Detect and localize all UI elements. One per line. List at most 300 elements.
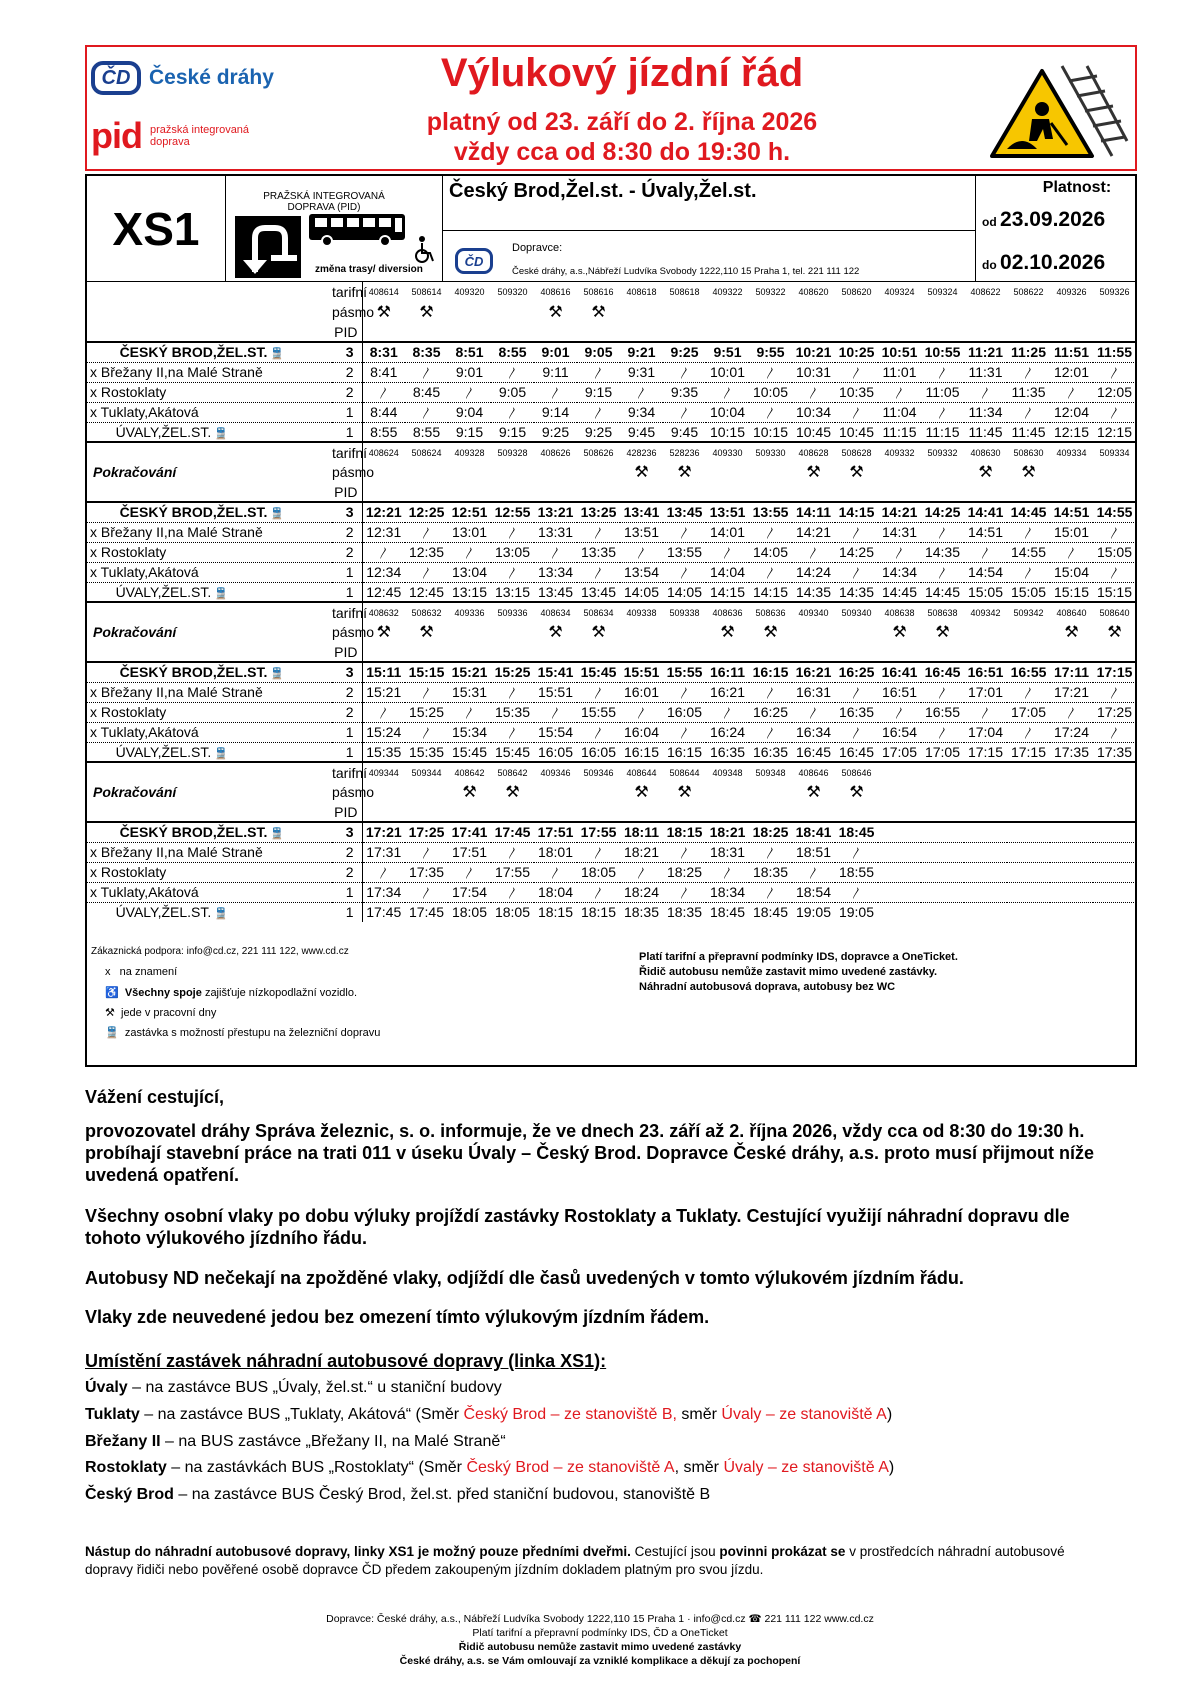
- block-label: [87, 642, 332, 662]
- empty-cell: [663, 642, 706, 662]
- workday-icon: ⚒: [892, 624, 907, 641]
- empty-cell: [448, 482, 491, 502]
- trip-number: 508618: [669, 287, 700, 297]
- stop-name: [87, 682, 332, 702]
- header-row: [87, 802, 1136, 822]
- departure-time: 15:35: [408, 743, 445, 760]
- departure-time: 12:21: [362, 502, 405, 522]
- departure-time: 13:54: [620, 562, 663, 582]
- empty-cell: [663, 482, 706, 502]
- cd-logo: [91, 61, 274, 95]
- departure-time: 17:51: [534, 822, 577, 842]
- trip-number: 508628: [835, 442, 878, 462]
- workday-icon: ⚒: [419, 304, 434, 321]
- pass-mark: 〳: [405, 842, 448, 862]
- block-label: [87, 442, 332, 462]
- workday-icon: ⚒: [376, 624, 391, 641]
- departure-time: 9:15: [577, 382, 620, 402]
- stop-name: [87, 722, 332, 742]
- workday-icon: [448, 622, 491, 642]
- departure-time: 13:15: [494, 583, 531, 600]
- empty-cell: [792, 482, 835, 502]
- departure-time: 10:21: [792, 342, 835, 362]
- empty-cell: [706, 642, 749, 662]
- empty-cell: [921, 482, 964, 502]
- trip-number: [878, 762, 921, 782]
- stop-uvaly: [85, 1379, 1115, 1397]
- trip-number: [1007, 762, 1050, 782]
- tariff-zone: 2: [332, 682, 362, 702]
- train-icon: 🚆: [267, 348, 285, 361]
- pass-mark: 〳: [663, 682, 706, 702]
- empty-cell: [1050, 322, 1093, 342]
- trip-number: 509342: [1007, 602, 1050, 622]
- departure-time: 13:15: [451, 583, 488, 600]
- pass-mark: 〳: [835, 402, 878, 422]
- departure-time: 13:55: [663, 542, 706, 562]
- header-row: [87, 302, 1136, 322]
- departure-time: 18:41: [792, 822, 835, 842]
- block-label: [87, 482, 332, 502]
- pass-mark: 〳: [577, 842, 620, 862]
- empty-cell: [577, 802, 620, 822]
- departure-time: 17:31: [362, 842, 405, 862]
- pass-mark: 〳: [835, 682, 878, 702]
- stop-name: [87, 842, 332, 862]
- departure-time: 10:45: [795, 423, 832, 440]
- departure-time: 15:51: [620, 662, 663, 682]
- block-label: [87, 802, 332, 822]
- departure-time: 15:21: [362, 682, 405, 702]
- departure-time: 10:31: [792, 362, 835, 382]
- valid-from-date: 23.09.2026: [1000, 208, 1106, 231]
- trip-number: 409346: [534, 762, 577, 782]
- stop-label: Rostoklaty: [100, 704, 167, 720]
- note-text: v prostředcích náhradní autobusové dopravy řidiči nebo pověřené osobě dopravce ČD předem zakoupeným jízdním dokladem platným pro svou jízdu.: [85, 1544, 1065, 1577]
- departure-time: [878, 822, 921, 842]
- departure-time: 14:25: [835, 542, 878, 562]
- pass-mark: 〳: [448, 382, 491, 402]
- departure-time: 15:15: [405, 662, 448, 682]
- departure-time: 15:15: [1053, 583, 1090, 600]
- wheelchair-small-icon: ♿: [105, 987, 119, 999]
- departure-time: 9:25: [663, 342, 706, 362]
- departure-time: 14:05: [623, 583, 660, 600]
- departure-time: 16:34: [792, 722, 835, 742]
- empty-cell: [835, 642, 878, 662]
- empty-cell: [749, 802, 792, 822]
- pass-mark: 〳: [921, 682, 964, 702]
- trip-number: 408628: [792, 442, 835, 462]
- departure-time: 17:21: [362, 822, 405, 842]
- departure-time: 14:15: [835, 502, 878, 522]
- pass-mark: 〳: [577, 882, 620, 902]
- legend-request-stop: [105, 966, 177, 978]
- tariff-zone: 2: [332, 702, 362, 722]
- empty-cell: [1050, 802, 1093, 822]
- departure-time: 8:45: [405, 382, 448, 402]
- stop-label: Břežany II,na Malé Straně: [100, 684, 263, 700]
- pass-mark: 〳: [405, 682, 448, 702]
- departure-time: 15:35: [366, 743, 402, 760]
- request-stop-mark: x: [90, 404, 97, 420]
- departure-time: 15:45: [494, 743, 531, 760]
- departure-time: 18:15: [663, 822, 706, 842]
- pass-mark: 〳: [491, 522, 534, 542]
- empty-cell: [706, 482, 749, 502]
- trip-number: 408632: [362, 602, 405, 622]
- workday-icon: [749, 302, 792, 322]
- departure-time: [1093, 882, 1136, 902]
- legend-x-text: na znamení: [119, 966, 178, 978]
- pass-mark: 〳: [792, 382, 835, 402]
- tariff-zone: 3: [332, 502, 362, 522]
- workday-icon: ⚒: [591, 304, 606, 321]
- departure-time: [921, 862, 964, 882]
- page-title: Výlukový jízdní řád: [440, 51, 804, 95]
- tariff-zone: 3: [332, 342, 362, 362]
- request-stop-mark: x: [90, 684, 97, 700]
- pass-mark: 〳: [749, 722, 792, 742]
- workday-icon: [620, 302, 663, 322]
- stop-name: [87, 342, 332, 362]
- trip-number: 508638: [921, 602, 964, 622]
- direction-red: Český Brod – ze stanoviště A: [466, 1459, 675, 1476]
- pass-mark: 〳: [405, 562, 448, 582]
- stop-name: Úvaly: [85, 1379, 128, 1396]
- departure-time: 8:41: [362, 362, 405, 382]
- departure-time: 9:31: [620, 362, 663, 382]
- departure-time: 17:05: [1007, 702, 1050, 722]
- stop-row: [87, 522, 1136, 542]
- train-icon: 🚆: [211, 908, 229, 921]
- stop-label: ČESKÝ BROD,ŽEL.ST.: [119, 344, 268, 361]
- header-row: [87, 762, 1136, 782]
- tariff-zone: 2: [332, 522, 362, 542]
- direction-red: Český Brod – ze stanoviště B,: [463, 1406, 677, 1423]
- block-label: [87, 282, 332, 302]
- workday-icon: [1093, 782, 1136, 802]
- trip-number: 509348: [749, 762, 792, 782]
- departure-time: 8:44: [362, 402, 405, 422]
- departure-time: 14:21: [792, 522, 835, 542]
- departure-time: 14:35: [838, 583, 875, 600]
- valid-from-prefix: od: [982, 215, 997, 229]
- departure-time: 10:01: [706, 362, 749, 382]
- empty-cell: [792, 642, 835, 662]
- trip-number: 428236: [620, 442, 663, 462]
- stop-name: [87, 402, 332, 422]
- departure-time: 11:21: [964, 342, 1007, 362]
- workday-icon: [491, 462, 534, 482]
- trip-number: 408616: [540, 287, 571, 297]
- pass-mark: 〳: [405, 402, 448, 422]
- pass-mark: 〳: [405, 882, 448, 902]
- pass-mark: 〳: [878, 702, 921, 722]
- empty-cell: [362, 642, 405, 662]
- legend-right-1: Platí tarifní a přepravní podmínky IDS, dopravce a OneTicket.: [639, 951, 958, 963]
- workday-icon: [577, 462, 620, 482]
- departure-time: 9:45: [670, 423, 699, 440]
- departure-time: 15:05: [1093, 542, 1136, 562]
- direction-red: Úvaly – ze stanoviště A: [721, 1406, 887, 1423]
- pass-mark: 〳: [835, 842, 878, 862]
- pass-mark: 〳: [405, 722, 448, 742]
- departure-time: 14:05: [666, 583, 703, 600]
- legend-wc-bold: Všechny spoje: [124, 987, 202, 999]
- departure-time: 11:51: [1050, 342, 1093, 362]
- stop-label: ÚVALY,ŽEL.ST.: [115, 743, 212, 760]
- departure-time: 18:55: [835, 862, 878, 882]
- header-row: [87, 322, 1136, 342]
- departure-time: 8:51: [448, 342, 491, 362]
- stop-cesky-brod: [85, 1486, 1115, 1504]
- empty-cell: [577, 482, 620, 502]
- workday-icon: [749, 462, 792, 482]
- departure-time: 11:55: [1093, 342, 1136, 362]
- departure-time: 13:45: [663, 502, 706, 522]
- stop-name: Břežany II: [85, 1433, 161, 1450]
- trip-number: 409322: [712, 287, 743, 297]
- stop-name: [87, 882, 332, 902]
- header-row: [87, 482, 1136, 502]
- departure-time: 18:21: [620, 842, 663, 862]
- pass-mark: 〳: [577, 682, 620, 702]
- departure-time: 19:05: [795, 904, 832, 921]
- trip-number: 409338: [620, 602, 663, 622]
- header-row: [87, 442, 1136, 462]
- departure-time: [878, 842, 921, 862]
- departure-time: 18:24: [620, 882, 663, 902]
- departure-time: [1007, 902, 1050, 922]
- departure-time: 16:54: [878, 722, 921, 742]
- workday-icon: [749, 782, 792, 802]
- departure-time: 9:35: [663, 382, 706, 402]
- trip-number: 408614: [368, 287, 399, 297]
- departure-time: 17:15: [1093, 662, 1136, 682]
- pass-mark: 〳: [964, 702, 1007, 722]
- departure-time: 14:51: [1050, 502, 1093, 522]
- pass-mark: 〳: [792, 862, 835, 882]
- pass-mark: 〳: [835, 362, 878, 382]
- stop-row: [87, 542, 1136, 562]
- departure-time: 15:55: [663, 662, 706, 682]
- workday-icon: ⚒: [806, 464, 821, 481]
- trip-number: 509340: [835, 602, 878, 622]
- departure-time: [921, 902, 964, 922]
- pass-mark: 〳: [1050, 382, 1093, 402]
- stop-name: [87, 662, 332, 682]
- pass-mark: 〳: [577, 562, 620, 582]
- departure-time: 18:35: [623, 904, 660, 921]
- pass-mark: 〳: [448, 542, 491, 562]
- pass-mark: 〳: [835, 722, 878, 742]
- trip-number: 508634: [577, 602, 620, 622]
- train-icon: 🚆: [211, 747, 229, 760]
- empty-cell: [835, 802, 878, 822]
- trip-number: 508642: [491, 762, 534, 782]
- hammers-icon: ⚒: [105, 1007, 115, 1019]
- departure-time: 18:15: [580, 904, 617, 921]
- tariff-zone: 2: [332, 842, 362, 862]
- empty-cell: [964, 482, 1007, 502]
- stop-name: Český Brod: [85, 1486, 174, 1503]
- stop-rostoklaty: [85, 1459, 1115, 1477]
- departure-time: 13:55: [749, 502, 792, 522]
- stop-label: ČESKÝ BROD,ŽEL.ST.: [119, 664, 268, 681]
- trip-number: [1093, 762, 1136, 782]
- workday-icon: ⚒: [462, 784, 477, 801]
- pass-mark: 〳: [534, 702, 577, 722]
- block-label: [87, 762, 332, 782]
- departure-time: 9:55: [749, 342, 792, 362]
- empty-cell: [1050, 482, 1093, 502]
- empty-cell: [491, 482, 534, 502]
- empty-cell: [663, 802, 706, 822]
- empty-cell: [878, 642, 921, 662]
- cd-logo-mark: ČD: [91, 61, 141, 95]
- pass-mark: 〳: [706, 542, 749, 562]
- departure-time: 8:31: [362, 342, 405, 362]
- pass-mark: 〳: [491, 362, 534, 382]
- pass-mark: 〳: [663, 522, 706, 542]
- pid-logo-mark: pid: [91, 115, 142, 156]
- departure-time: 9:25: [541, 423, 570, 440]
- stop-row: [87, 502, 1136, 522]
- bus-icon: [307, 210, 407, 248]
- departure-time: 14:41: [964, 502, 1007, 522]
- departure-time: 18:05: [494, 904, 531, 921]
- trip-number: 508632: [405, 602, 448, 622]
- departure-time: 9:21: [620, 342, 663, 362]
- empty-cell: [362, 322, 405, 342]
- stop-brezany: [85, 1433, 1115, 1451]
- departure-time: 10:34: [792, 402, 835, 422]
- departure-time: 14:04: [706, 562, 749, 582]
- departure-time: 16:21: [792, 662, 835, 682]
- departure-time: 14:51: [964, 522, 1007, 542]
- legend-wc-text: zajišťuje nízkopodlažní vozidlo.: [204, 987, 358, 999]
- departure-time: 10:55: [921, 342, 964, 362]
- trip-number: 408642: [448, 762, 491, 782]
- workday-icon: [1007, 782, 1050, 802]
- request-stop-mark: x: [90, 884, 97, 900]
- departure-time: 19:05: [838, 904, 875, 921]
- trip-number: 409324: [884, 287, 915, 297]
- stop-text: , směr: [674, 1459, 724, 1476]
- departure-time: 17:25: [405, 822, 448, 842]
- empty-cell: [405, 802, 448, 822]
- empty-cell: [405, 642, 448, 662]
- pid-logo-text: pražská integrovaná doprava: [149, 124, 250, 148]
- departure-time: 9:15: [498, 423, 527, 440]
- departure-time: 13:21: [534, 502, 577, 522]
- stop-name: [87, 742, 332, 762]
- workday-icon: ⚒: [1021, 464, 1036, 481]
- legend-train-text: zastávka s možností přestupu na železniční dopravu: [124, 1027, 381, 1039]
- workday-icon: [878, 782, 921, 802]
- stop-name: [87, 542, 332, 562]
- departure-time: 15:51: [534, 682, 577, 702]
- departure-time: 9:05: [577, 342, 620, 362]
- pass-mark: 〳: [749, 522, 792, 542]
- workday-icon: ⚒: [548, 304, 563, 321]
- departure-time: 17:35: [1096, 743, 1133, 760]
- stop-label: Rostoklaty: [100, 384, 167, 400]
- departure-time: 16:25: [835, 662, 878, 682]
- empty-cell: [921, 642, 964, 662]
- header-row: [87, 642, 1136, 662]
- timetable: [85, 174, 1137, 1067]
- trip-number: 509330: [749, 442, 792, 462]
- departure-time: 18:05: [451, 904, 488, 921]
- paragraph-3: Autobusy ND nečekají na zpožděné vlaky, odjíždí dle časů uvedených v tomto výlukovém jízdním řádu.: [85, 1268, 964, 1288]
- header-label: pásmo: [332, 464, 375, 480]
- stop-label: Tuklaty,Akátová: [100, 724, 199, 740]
- block-label: [87, 302, 332, 322]
- train-icon: 🚆: [267, 828, 285, 841]
- trip-number: 408644: [620, 762, 663, 782]
- departure-time: [1007, 862, 1050, 882]
- stop-text: – na zastávce BUS „Tuklaty, Akátová“ (Směr: [139, 1406, 464, 1423]
- trip-number: 408624: [362, 442, 405, 462]
- departure-time: 11:04: [878, 402, 921, 422]
- pass-mark: 〳: [534, 862, 577, 882]
- departure-time: 17:35: [1053, 743, 1090, 760]
- departure-time: 16:11: [706, 662, 749, 682]
- wheelchair-icon: [413, 236, 435, 264]
- departure-time: [1093, 862, 1136, 882]
- pass-mark: 〳: [835, 562, 878, 582]
- workday-icon: ⚒: [677, 784, 692, 801]
- departure-time: 11:35: [1007, 382, 1050, 402]
- departure-time: 15:15: [1096, 583, 1133, 600]
- stop-name: [87, 422, 332, 442]
- departure-time: 17:25: [1093, 702, 1136, 722]
- trip-number: 408638: [878, 602, 921, 622]
- stop-name: [87, 582, 332, 602]
- stop-row: [87, 822, 1136, 842]
- empty-cell: [1007, 642, 1050, 662]
- tariff-zone: 1: [332, 422, 362, 442]
- empty-cell: [448, 322, 491, 342]
- trip-number: 409328: [448, 442, 491, 462]
- departure-time: 9:11: [534, 362, 577, 382]
- departure-time: 14:45: [881, 583, 918, 600]
- workday-icon: [1093, 302, 1136, 322]
- pass-mark: 〳: [749, 562, 792, 582]
- pass-mark: 〳: [362, 382, 405, 402]
- pass-mark: 〳: [663, 362, 706, 382]
- footer-line-4: České dráhy, a.s. se Vám omlouvají za vzniklé komplikace a děkují za pochopení: [399, 1655, 801, 1667]
- departure-time: 10:05: [749, 382, 792, 402]
- tariff-zone: 3: [332, 822, 362, 842]
- legend-wheelchair: [105, 986, 357, 999]
- valid-to-prefix: do: [982, 258, 997, 272]
- stop-row: [87, 682, 1136, 702]
- pass-mark: 〳: [878, 542, 921, 562]
- empty-cell: [577, 322, 620, 342]
- schedule-table: [87, 282, 1136, 922]
- empty-cell: [1093, 322, 1136, 342]
- workday-icon: [964, 782, 1007, 802]
- tariff-zone: 1: [332, 562, 362, 582]
- departure-time: 18:01: [534, 842, 577, 862]
- departure-time: [964, 882, 1007, 902]
- workday-icon: ⚒: [376, 304, 391, 321]
- stop-label: Břežany II,na Malé Straně: [100, 524, 263, 540]
- pass-mark: 〳: [792, 702, 835, 722]
